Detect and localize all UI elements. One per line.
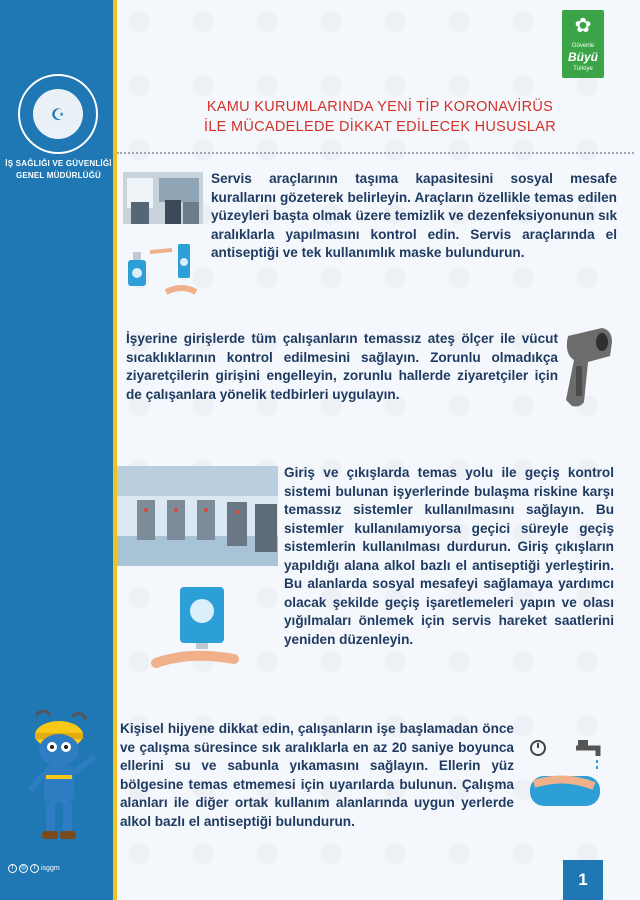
- mascot-worker-icon: [14, 705, 104, 855]
- badge-line1: Güvenle: [571, 43, 595, 49]
- thermometer-gun-icon: [562, 326, 614, 408]
- guvenle-buyu-badge: [562, 10, 604, 78]
- turnstile-gates-icon: [117, 466, 278, 566]
- divider: [117, 152, 634, 154]
- sidebar: [0, 0, 117, 900]
- facebook-icon[interactable]: f: [8, 864, 17, 873]
- badge-line3: Türkiye: [573, 66, 593, 72]
- twitter-icon[interactable]: t: [30, 864, 39, 873]
- paragraph-hygiene: Kişisel hijyene dikkat edin, çalışanların işe başlamadan önce ve çalışma süresince sık aralıklarla en az 20 saniye boyunca ellerini su ve sabunla yıkamasını sağlayın. Ellerin yüz bölgesine temas etmemesi için uyarılarda bulunun. Çalışma alanları ile diğer ortak kullanım alanlarında uygun yerlerde alkol bazlı el antiseptiği bulundurun.: [120, 721, 514, 829]
- social-handle: isggm: [41, 865, 60, 872]
- org-name-line2: GENEL MÜDÜRLÜĞÜ: [15, 171, 102, 180]
- ministry-logo-icon: ☪: [18, 74, 98, 154]
- instagram-icon[interactable]: ◎: [20, 865, 27, 871]
- social-links: [8, 864, 113, 873]
- paragraph-temperature-check: İşyerine girişlerde tüm çalışanların temassız ateş ölçer ile vücut sıcaklıklarının kontrol edilmesini sağlayın. Zorunlu olmadıkça ziyaretçilerin girişini engelleyin, zorunlu hallerde ziyaretçiler için de çalışanlara yönelik tedbirleri uygulayın.: [126, 331, 558, 402]
- badge-line2: Büyü: [568, 50, 598, 64]
- bus-interior-icon: [123, 172, 203, 224]
- org-name: [4, 158, 113, 182]
- paragraph-entry-systems: Giriş ve çıkışlarda temas yolu ile geçiş kontrol sistemi bulunan işyerlerinde bulaşma riskine karşı temassız sistemler kullanılmasını sağlayın. Bu sistemler kullanılamıyorsa geçici süreyle geçiş sistemlerin kullanılması durdurun. Giriş çıkışların yapıldığı alana alkol bazlı el antiseptiği yerleştirin. Bu alanlarda sosyal mesafeyi sağlamaya yardımcı olacak şekilde geçiş işaretlemeleri yapın ve olası yığılmaları önlemek için servis hareket saatlerini yeniden düzenleyin.: [284, 465, 614, 647]
- title-line2: İLE MÜCADELEDE DİKKAT EDİLECEK HUSUSLAR: [203, 119, 556, 135]
- page-number: 1: [563, 860, 603, 900]
- title-line1: KAMU KURUMLARINDA YENİ TİP KORONAVİRÜS: [206, 99, 554, 115]
- paragraph-service-vehicles: Servis araçlarının taşıma kapasitesini sosyal mesafe kurallarını gözeterek belirleyin. Araçların özellikle temas edilen yüzeyleri başta olmak üzere temizlik ve dezenfeksiyonunun sık aralıklarla yapılmasını kontrol edin. Servis araçlarında el antiseptiği ve tek kullanımlık maske bulundurun.: [211, 171, 617, 260]
- handwash-tap-icon: [524, 736, 608, 814]
- wall-dispenser-icon: [150, 585, 242, 675]
- badge-leaf-icon: ✿: [574, 15, 592, 37]
- org-name-line1: İŞ SAĞLIĞI VE GÜVENLİĞİ: [5, 159, 112, 168]
- page-title: [150, 97, 610, 137]
- sanitizer-dispenser-icon: [126, 240, 202, 302]
